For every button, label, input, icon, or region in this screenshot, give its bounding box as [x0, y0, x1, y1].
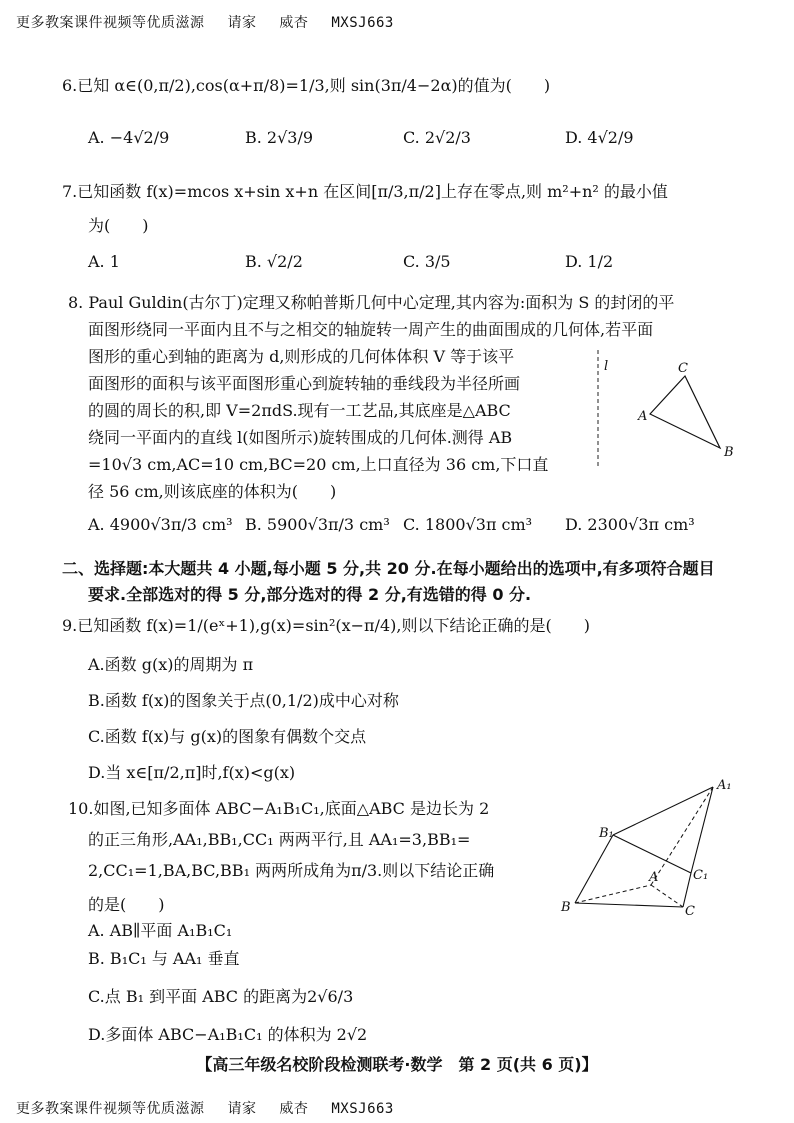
edge-bb1	[575, 835, 613, 903]
q9-option-b: B.函数 f(x)的图象关于点(0,1/2)成中心对称	[88, 691, 399, 710]
q8-line-6: 绕同一平面内的直线 l(如图所示)旋转围成的几何体.测得 AB	[88, 428, 513, 447]
q8-line-7: =10√3 cm,AC=10 cm,BC=20 cm,上口直径为 36 cm,下口直	[88, 455, 549, 474]
footer-promo	[16, 1098, 412, 1118]
section-2-heading-cont: 要求.全部选对的得 5 分,部分选对的得 2 分,有选错的得 0 分.	[88, 585, 532, 604]
promo-text: 请家	[227, 15, 257, 31]
promo-text: 请家	[227, 1101, 257, 1117]
header-promo	[16, 12, 412, 32]
q8-line-3: 图形的重心到轴的距离为 d,则形成的几何体体积 V 等于该平	[88, 347, 515, 366]
promo-text: 更多教案课件视频等优质滋源	[16, 15, 205, 31]
label-c: C	[678, 361, 688, 376]
section-2-heading: 二、选择题:本大题共 4 小题,每小题 5 分,共 20 分.在每小题给出的选项中,有多项符合题目	[62, 559, 715, 578]
q9-option-d: D.当 x∈[π/2,π]时,f(x)<g(x)	[88, 763, 296, 782]
q8-option-a: A. 4900√3π/3 cm³	[88, 515, 233, 534]
q9-option-c: C.函数 f(x)与 g(x)的图象有偶数个交点	[88, 727, 367, 746]
q8-line-8: 径 56 cm,则该底座的体积为( )	[88, 482, 337, 501]
label-c1: C₁	[693, 868, 709, 883]
edge-ba	[575, 885, 651, 903]
promo-text: 威杏	[279, 1101, 309, 1117]
q7-option-d: D. 1/2	[565, 252, 614, 271]
label-l: l	[604, 359, 609, 374]
edge-bc	[575, 903, 683, 907]
q10-line-3: 2,CC₁=1,BA,BC,BB₁ 两两所成角为π/3.则以下结论正确	[88, 861, 495, 880]
edge-cc1	[683, 873, 691, 907]
q8-option-d: D. 2300√3π cm³	[565, 515, 695, 534]
label-a1: A₁	[717, 778, 732, 793]
q8-line-4: 面图形的面积与该平面图形重心到旋转轴的垂线段为半径所画	[88, 374, 521, 393]
q10-line-2: 的正三角形,AA₁,BB₁,CC₁ 两两平行,且 AA₁=3,BB₁=	[88, 830, 471, 849]
q6-option-a: A. −4√2/9	[88, 128, 170, 147]
q10-option-b: B. B₁C₁ 与 AA₁ 垂直	[88, 949, 240, 968]
promo-text: 更多教案课件视频等优质滋源	[16, 1101, 205, 1117]
promo-text: 威杏	[279, 15, 309, 31]
q9-option-a: A.函数 g(x)的周期为 π	[88, 655, 254, 674]
label-b: B	[724, 445, 734, 460]
label-c: C	[685, 904, 695, 919]
q8-triangle-figure	[590, 348, 750, 468]
q8-line-5: 的圆的周长的积,即 V=2πdS.现有一工艺品,其底座是△ABC	[88, 401, 511, 420]
promo-code: MXSJ663	[331, 15, 394, 31]
q8-line-2: 面图形绕同一平面内且不与之相交的轴旋转一周产生的曲面围成的几何体,若平面	[88, 320, 654, 339]
q7-option-c: C. 3/5	[403, 252, 451, 271]
q7-option-a: A. 1	[88, 252, 120, 271]
q6-option-d: D. 4√2/9	[565, 128, 634, 147]
q10-line-1: 10.如图,已知多面体 ABC−A₁B₁C₁,底面△ABC 是边长为 2	[68, 799, 490, 818]
q10-option-a: A. AB∥平面 A₁B₁C₁	[88, 921, 233, 940]
q8-option-c: C. 1800√3π cm³	[403, 515, 533, 534]
label-a: A	[649, 870, 659, 885]
q8-option-b: B. 5900√3π/3 cm³	[245, 515, 390, 534]
q10-line-4: 的是( )	[88, 895, 165, 914]
triangle-abc	[650, 376, 720, 448]
q10-option-c: C.点 B₁ 到平面 ABC 的距离为2√6/3	[88, 987, 354, 1006]
promo-code: MXSJ663	[331, 1101, 394, 1117]
q10-option-d: D.多面体 ABC−A₁B₁C₁ 的体积为 2√2	[88, 1025, 368, 1044]
label-b: B	[561, 900, 571, 915]
label-a: A	[638, 409, 648, 424]
question-6-stem: 6.已知 α∈(0,π/2),cos(α+π/8)=1/3,则 sin(3π/4−2α)的值为( )	[62, 76, 551, 95]
q6-option-b: B. 2√3/9	[245, 128, 314, 147]
q7-option-b: B. √2/2	[245, 252, 303, 271]
q8-line-1: 8. Paul Guldin(古尔丁)定理又称帕普斯几何中心定理,其内容为:面积为 S 的封闭的平	[68, 293, 675, 312]
page-footer: 【高三年级名校阶段检测联考·数学 第 2 页(共 6 页)】	[196, 1055, 598, 1074]
label-b1: B₁	[599, 826, 614, 841]
question-7-stem-cont: 为( )	[88, 216, 149, 235]
question-7-stem: 7.已知函数 f(x)=mcos x+sin x+n 在区间[π/3,π/2]上存在零点,则 m²+n² 的最小值	[62, 182, 668, 201]
q10-polyhedron-figure	[555, 775, 755, 919]
edge-ac	[651, 885, 683, 907]
q6-option-c: C. 2√2/3	[403, 128, 471, 147]
edge-c1a1	[691, 787, 713, 873]
question-9-stem: 9.已知函数 f(x)=1/(eˣ+1),g(x)=sin²(x−π/4),则以下结论正确的是( )	[62, 616, 590, 635]
